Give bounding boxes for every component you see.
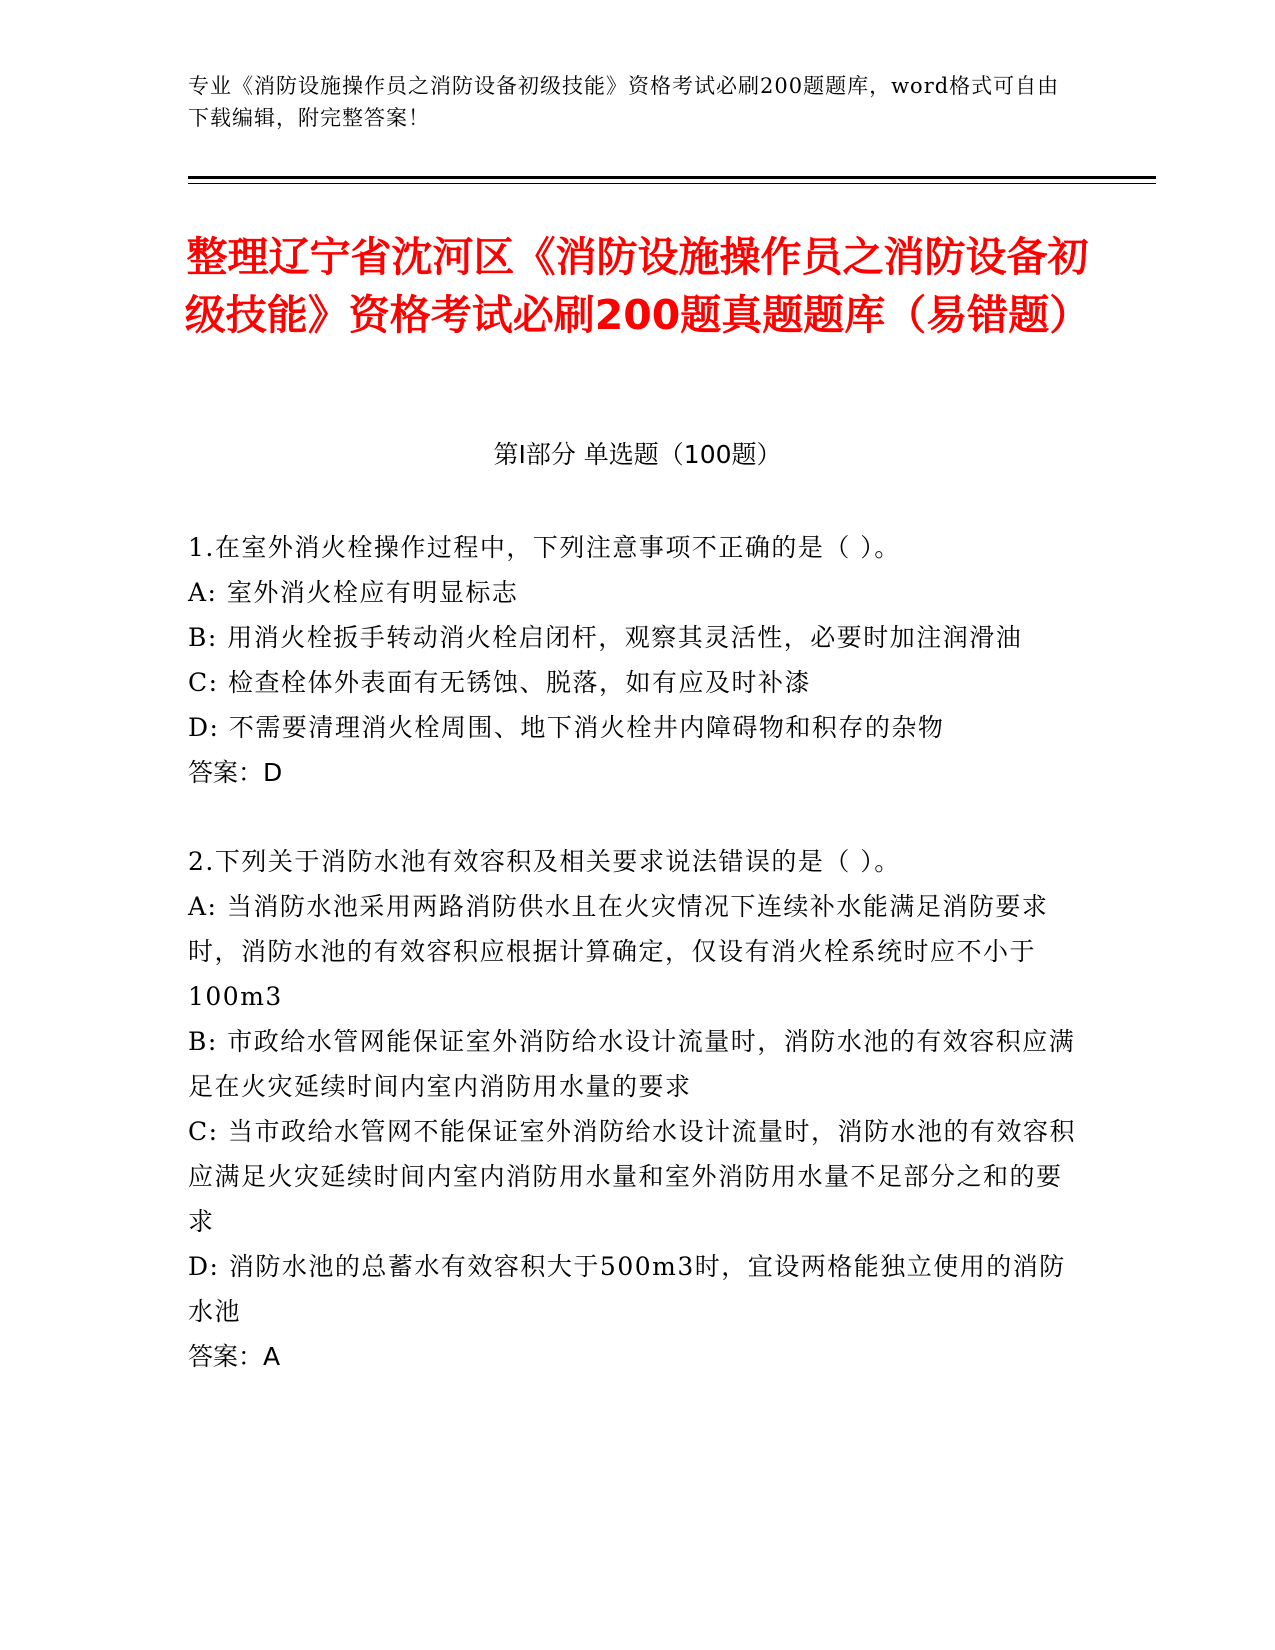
question-2 xyxy=(188,839,1088,1379)
answer-line: 答案：A xyxy=(188,1342,281,1371)
question-list xyxy=(188,525,1088,1423)
option-b: B: 用消火栓扳手转动消火栓启闭杆，观察其灵活性，必要时加注润滑油 xyxy=(188,623,1023,652)
option-b: B: 市政给水管网能保证室外消防给水设计流量时，消防水池的有效容积应满足在火灾延续时间内室内消防用水量的要求 xyxy=(188,1027,1076,1101)
header-rule-thick xyxy=(188,176,1156,179)
question-stem: 1.在室外消火栓操作过程中，下列注意事项不正确的是（ ）。 xyxy=(188,533,901,562)
option-c: C: 检查栓体外表面有无锈蚀、脱落，如有应及时补漆 xyxy=(188,668,812,697)
question-stem: 2.下列关于消防水池有效容积及相关要求说法错误的是（ ）。 xyxy=(188,847,901,876)
section-heading: 第I部分 单选题（100题） xyxy=(493,440,782,469)
option-d: D: 不需要清理消火栓周围、地下消火栓井内障碍物和积存的杂物 xyxy=(188,713,945,742)
header-note: 专业《消防设施操作员之消防设备初级技能》资格考试必刷200题题库，word格式可自由下载编辑，附完整答案！ xyxy=(188,74,1060,130)
option-a: A: 当消防水池采用两路消防供水且在火灾情况下连续补水能满足消防要求时，消防水池的有效容积应根据计算确定，仅设有消火栓系统时应不小于100m3 xyxy=(188,892,1049,1011)
answer-line: 答案：D xyxy=(188,758,283,787)
document-title: 整理辽宁省沈河区《消防设施操作员之消防设备初级技能》资格考试必刷200题真题题库（易错题） xyxy=(184,233,1091,339)
question-1 xyxy=(188,525,1088,795)
header-rule-thin xyxy=(188,183,1156,184)
option-d: D: 消防水池的总蓄水有效容积大于500m3时，宜设两格能独立使用的消防水池 xyxy=(188,1252,1066,1326)
option-a: A: 室外消火栓应有明显标志 xyxy=(188,578,519,607)
option-c: C: 当市政给水管网不能保证室外消防给水设计流量时，消防水池的有效容积应满足火灾延续时间内室内消防用水量和室外消防用水量不足部分之和的要求 xyxy=(188,1117,1077,1236)
